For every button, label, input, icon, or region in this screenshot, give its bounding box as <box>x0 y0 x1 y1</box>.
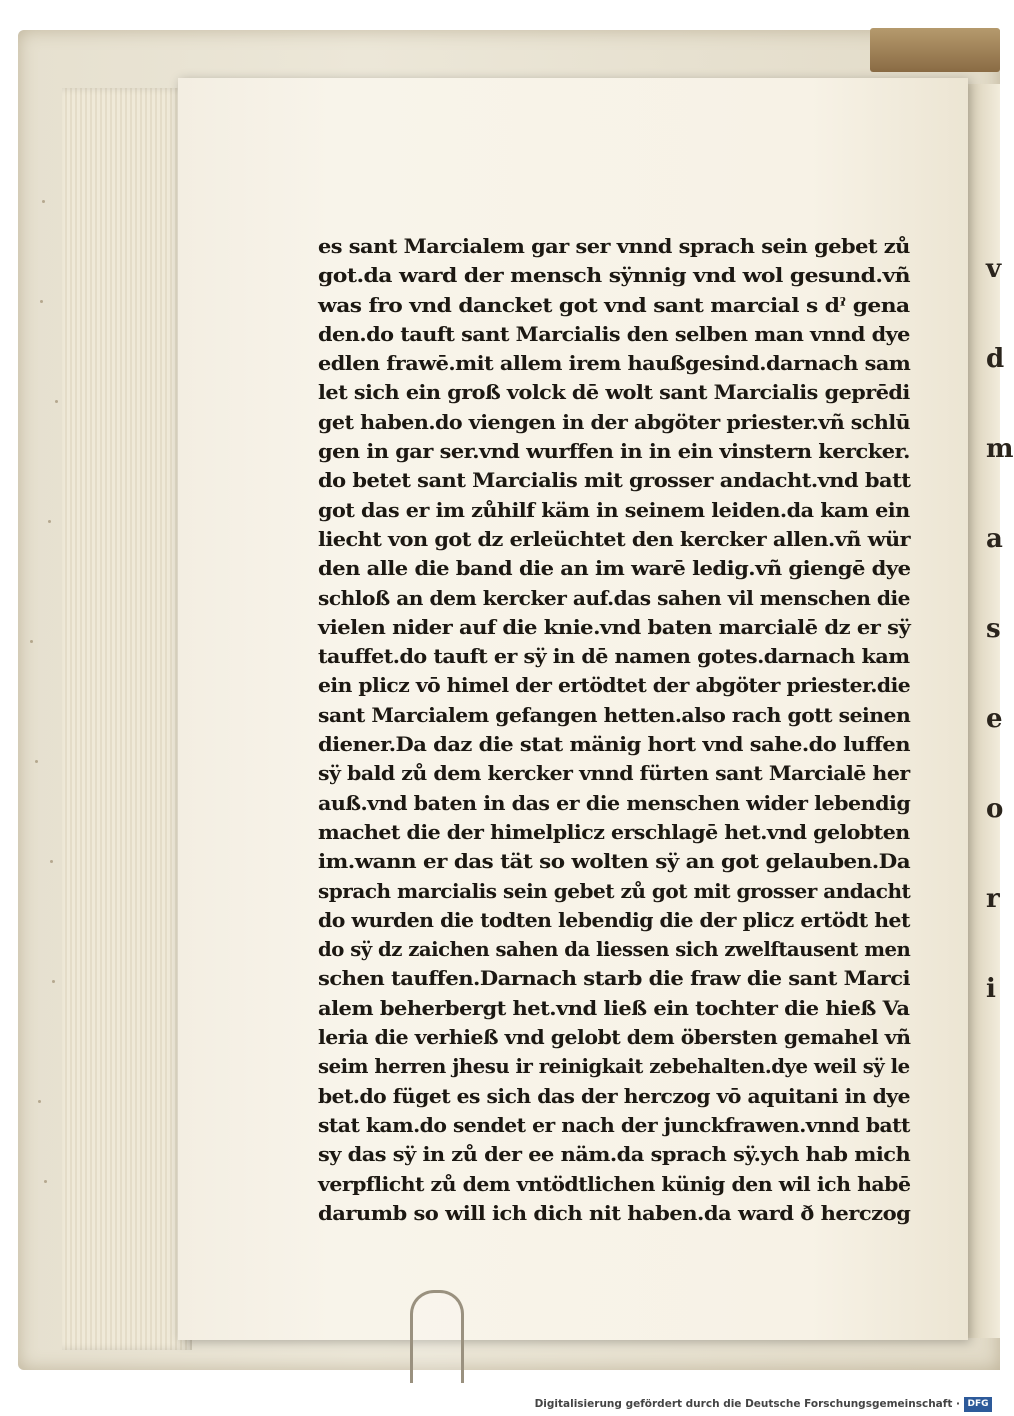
facing-page-edge <box>968 84 1014 1338</box>
footer-bar <box>0 1394 1000 1416</box>
text-line: liecht von got dz erleüchtet den kercker allen.vñ wür <box>318 526 911 551</box>
cover-speck <box>30 640 33 643</box>
text-line: alem beherbergt het.vnd ließ ein tochter die hieß Va <box>318 995 910 1020</box>
cover-speck <box>50 860 53 863</box>
text-line: es sant Marcialem gar ser vnnd sprach sein gebet zů <box>318 234 910 258</box>
cover-spine-top <box>870 28 1000 72</box>
cover-speck <box>40 300 43 303</box>
text-line: do betet sant Marcialis mit grosser andacht.vnd batt <box>318 468 911 493</box>
text-line: schloß an dem kercker auf.das sahen vil menschen die <box>318 585 910 610</box>
text-line: schen tauffen.Darnach starb die fraw die sant Marci <box>318 966 911 991</box>
cover-speck <box>48 520 51 523</box>
text-line: im.wann er das tät so wolten sÿ an got gelauben.Da <box>318 849 911 874</box>
facing-page-glyph: i <box>986 974 996 1004</box>
text-line: bet.do füget es sich das der herczog vō aquitani in dye <box>318 1083 910 1108</box>
funding-credit: Digitalisierung gefördert durch die Deutsche Forschungsgemeinschaft · <box>534 1398 960 1410</box>
text-line: den.do tauft sant Marcialis den selben man vnnd dye <box>318 321 910 346</box>
text-line: get haben.do viengen in der abgöter priester.vñ schlū <box>318 409 911 434</box>
text-line: do wurden die todten lebendig die der plicz ertödt het <box>318 907 910 932</box>
text-line: stat kam.do sendet er nach der junckfrawen.vnnd batt <box>318 1112 910 1137</box>
page-stack-edge <box>62 88 192 1350</box>
text-line: den alle die band die an im warē ledig.vñ giengē dye <box>318 556 911 581</box>
facing-page-glyph: d <box>986 344 1005 374</box>
text-line: got das er im zůhilf käm in seinem leiden.da kam ein <box>318 497 910 522</box>
text-line: darumb so will ich dich nit haben.da ward ð herczog <box>318 1200 911 1225</box>
text-line: sant Marcialem gefangen hetten.also rach gott seinen <box>318 702 911 727</box>
facing-page-glyph: o <box>986 794 1004 824</box>
text-line: sprach marcialis sein gebet zů got mit grosser andacht <box>318 878 911 903</box>
text-line: edlen frawē.mit allem irem haußgesind.darnach sam <box>318 351 911 376</box>
cover-speck <box>38 1100 41 1103</box>
cover-speck <box>55 400 58 403</box>
text-line: ein plicz vō himel der ertödtet der abgöter priester.die <box>318 673 911 698</box>
text-line: diener.Da daz die stat mänig hort vnd sahe.do luffen <box>318 732 910 757</box>
facing-page-glyph: a <box>986 524 1003 554</box>
page-clip <box>410 1290 464 1383</box>
text-line: let sich ein groß volck dē wolt sant Marcialis geprēdi <box>318 380 910 405</box>
text-line: was fro vnd dancket got vnd sant marcial s dˀ gena <box>318 292 910 317</box>
facing-page-glyph: v <box>986 254 1002 284</box>
facing-page-glyph: m <box>986 434 1014 464</box>
text-line: leria die verhieß vnd gelobt dem öbersten gemahel vñ <box>318 1025 911 1050</box>
cover-speck <box>44 1180 47 1183</box>
text-line: auß.vnd baten in das er die menschen wider lebendig <box>318 790 911 815</box>
facing-page-glyph: e <box>986 704 1003 734</box>
dfg-logo: DFG <box>964 1397 992 1412</box>
text-line: got.da ward der mensch sÿnnig vnd wol gesund.vñ <box>318 263 911 288</box>
cover-speck <box>42 200 45 203</box>
text-line: machet die der himelplicz erschlagē het.vnd gelobten <box>318 819 910 844</box>
facing-page-glyph: s <box>986 614 1001 644</box>
cover-speck <box>52 980 55 983</box>
page-text-block <box>318 232 910 1228</box>
text-line: sy das sÿ in zů der ee näm.da sprach sÿ.ych hab mich <box>318 1142 911 1167</box>
cover-speck <box>35 760 38 763</box>
text-line: sÿ bald zů dem kercker vnnd fürten sant Marcialē her <box>318 761 910 786</box>
text-line: do sÿ dz zaichen sahen da liessen sich zwelftausent men <box>318 937 911 962</box>
text-line: vielen nider auf die knie.vnd baten marcialē dz er sÿ <box>318 614 911 639</box>
text-line: seim herren jhesu ir reinigkait zebehalten.dye weil sÿ le <box>318 1054 910 1079</box>
text-line: verpflicht zů dem vntödtlichen künig den wil ich habē <box>318 1171 911 1196</box>
text-line: gen in gar ser.vnd wurffen in in ein vinstern kercker. <box>318 439 910 464</box>
facing-page-glyph: r <box>986 884 1000 914</box>
text-line: tauffet.do tauft er sÿ in dē namen gotes.darnach kam <box>318 644 910 669</box>
